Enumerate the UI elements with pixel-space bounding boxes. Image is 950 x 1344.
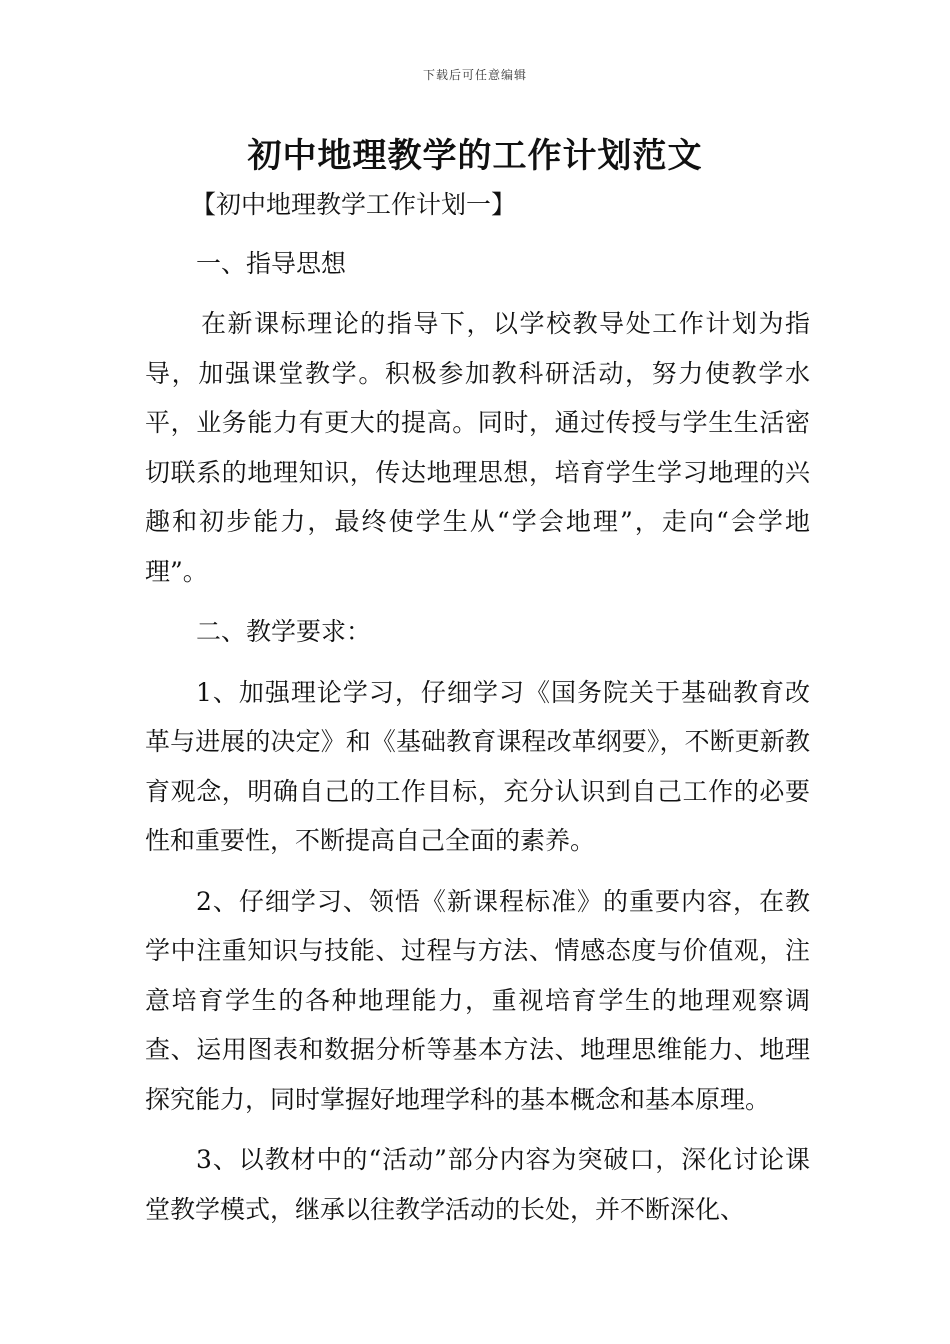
requirement-item-2: 2、仔细学习、领悟《新课程标准》的重要内容，在教学中注重知识与技能、过程与方法、情感态度与价值观，注意培育学生的各种地理能力，重视培育学生的地理观察调查、运用图表和数据分析等基本方法、地理思维能力、地理探究能力，同时掌握好地理学科的基本概念和基本原理。 xyxy=(145,886,810,1114)
document-body xyxy=(145,180,810,1245)
requirement-item-3: 3、以教材中的“活动”部分内容为突破口，深化讨论课堂教学模式，继承以往教学活动的长处，并不断深化、 xyxy=(145,1145,810,1224)
plan-subtitle: 【初中地理教学工作计划一】 xyxy=(191,190,517,219)
paragraph-guiding-ideology: 在新课标理论的指导下，以学校教导处工作计划为指导，加强课堂教学。积极参加教科研活动，努力使教学水平，业务能力有更大的提高。同时，通过传授与学生生活密切联系的地理知识，传达地理思想，培育学生学习地理的兴趣和初步能力，最终使学生从“学会地理”，走向“会学地理”。 xyxy=(145,309,810,586)
document-title: 初中地理教学的工作计划范文 xyxy=(247,136,703,176)
section-heading-guiding-ideology: 一、指导思想 xyxy=(196,248,347,278)
requirement-item-1: 1、加强理论学习，仔细学习《国务院关于基础教育改革与进展的决定》和《基础教育课程改革纲要》，不断更新教育观念，明确自己的工作目标，充分认识到自己工作的必要性和重要性，不断提高自己全面的素养。 xyxy=(145,677,810,855)
header-note: 下载后可任意编辑 xyxy=(422,68,527,82)
section-heading-teaching-requirements: 二、教学要求： xyxy=(196,617,372,646)
